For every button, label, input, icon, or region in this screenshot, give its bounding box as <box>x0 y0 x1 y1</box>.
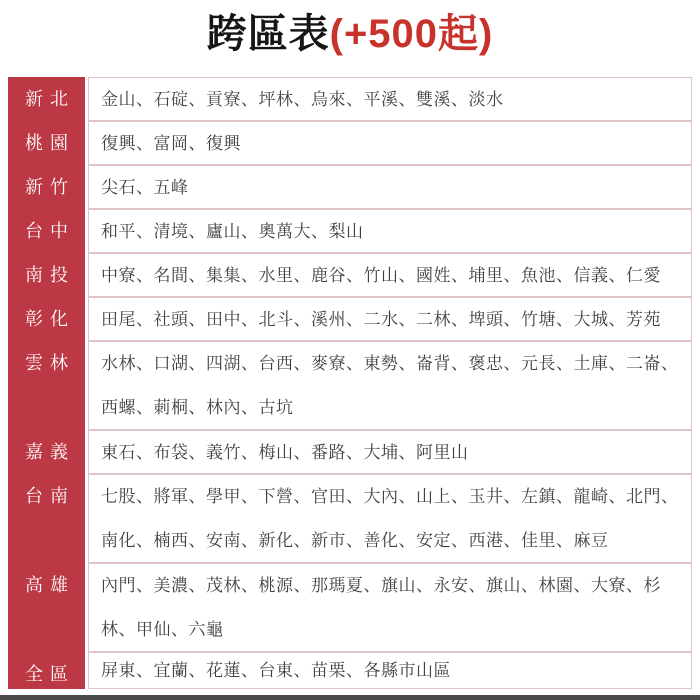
table-row <box>8 474 692 563</box>
table-row <box>8 77 692 121</box>
table-row <box>8 652 692 689</box>
region-cell: 嘉義 <box>8 430 85 474</box>
table-row <box>8 297 692 341</box>
areas-cell: 復興、富岡、復興 <box>88 121 692 165</box>
title-main: 跨區表 <box>206 12 330 56</box>
table-row <box>8 253 692 297</box>
region-cell: 彰化 <box>8 297 85 341</box>
title-price-note: (+500起) <box>329 12 494 56</box>
areas-cell: 內門、美濃、茂林、桃源、那瑪夏、旗山、永安、旗山、林園、大寮、杉林、甲仙、六龜 <box>88 563 692 652</box>
areas-cell: 水林、口湖、四湖、台西、麥寮、東勢、崙背、褒忠、元長、土庫、二崙、西螺、莿桐、林內、古坑 <box>88 341 692 430</box>
areas-cell: 中寮、名間、集集、水里、鹿谷、竹山、國姓、埔里、魚池、信義、仁愛 <box>88 253 692 297</box>
region-cell: 台中 <box>8 209 85 253</box>
table-row <box>8 563 692 652</box>
region-cell: 新北 <box>8 77 85 121</box>
areas-cell: 田尾、社頭、田中、北斗、溪州、二水、二林、埤頭、竹塘、大城、芳苑 <box>88 297 692 341</box>
table-row <box>8 121 692 165</box>
areas-cell: 屏東、宜蘭、花蓮、台東、苗栗、各縣市山區 <box>88 652 692 689</box>
region-cell: 雲林 <box>8 341 85 430</box>
areas-cell: 金山、石碇、貢寮、坪林、烏來、平溪、雙溪、淡水 <box>88 77 692 121</box>
table-row <box>8 341 692 430</box>
areas-cell: 和平、清境、廬山、奧萬大、梨山 <box>88 209 692 253</box>
bottom-bar <box>0 695 700 700</box>
region-table <box>8 77 692 689</box>
table-row <box>8 209 692 253</box>
region-cell: 高雄 <box>8 563 85 652</box>
region-cell: 桃園 <box>8 121 85 165</box>
areas-cell: 東石、布袋、義竹、梅山、番路、大埔、阿里山 <box>88 430 692 474</box>
table-row <box>8 430 692 474</box>
region-cell: 南投 <box>8 253 85 297</box>
areas-cell: 七股、將軍、學甲、下營、官田、大內、山上、玉井、左鎮、龍崎、北門、南化、楠西、安南、新化、新市、善化、安定、西港、佳里、麻豆 <box>88 474 692 563</box>
region-cell: 全區 <box>8 652 85 689</box>
table-row <box>8 165 692 209</box>
page-title <box>0 2 700 59</box>
areas-cell: 尖石、五峰 <box>88 165 692 209</box>
region-cell: 新竹 <box>8 165 85 209</box>
region-cell: 台南 <box>8 474 85 563</box>
